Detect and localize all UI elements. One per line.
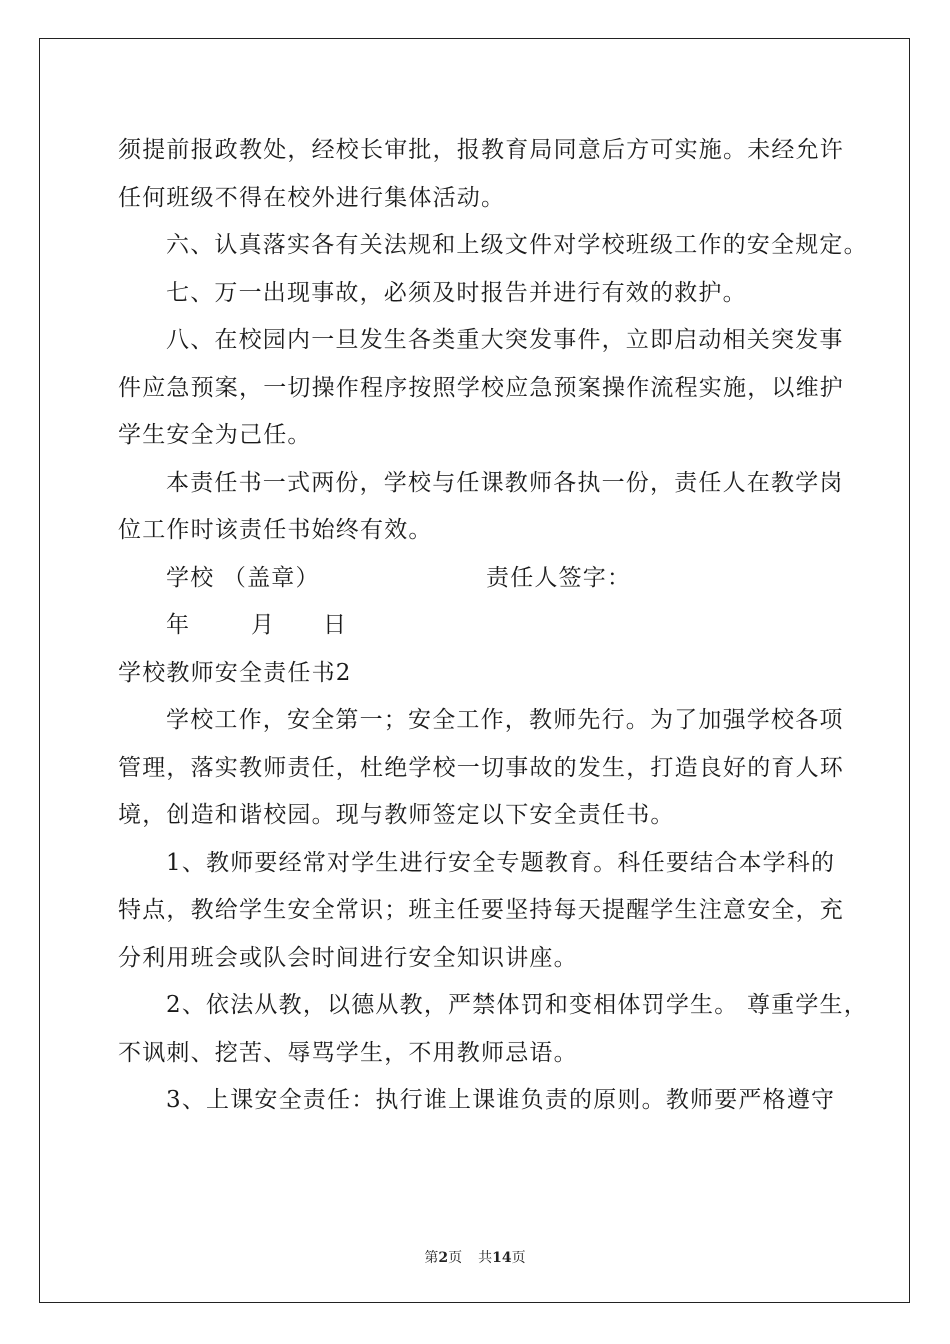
page-number: 2 — [438, 1250, 449, 1266]
total-pages: 14 — [492, 1250, 512, 1266]
date-month: 月 — [251, 612, 276, 638]
paragraph-line: 本责任书一式两份，学校与任课教师各执一份，责任人在教学岗 — [166, 469, 844, 496]
paragraph-line: 七、万一出现事故，必须及时报告并进行有效的救护。 — [166, 279, 747, 306]
paragraph-line: 任何班级不得在校外进行集体活动。 — [118, 184, 506, 211]
paragraph-line: 3、上课安全责任：执行谁上课谁负责的原则。教师要严格遵守 — [166, 1087, 836, 1113]
paragraph-line: 件应急预案，一切操作程序按照学校应急预案操作流程实施，以维护 — [118, 374, 844, 401]
total-prefix: 共 — [478, 1250, 493, 1266]
signer-label: 责任人签字： — [486, 564, 632, 591]
date-row — [118, 602, 848, 650]
document-body — [118, 127, 868, 1125]
paragraph-line: 不讽刺、挖苦、辱骂学生，不用教师忌语。 — [118, 1039, 578, 1066]
paragraph-line: 学校工作，安全第一；安全工作，教师先行。为了加强学校各项 — [166, 707, 844, 733]
page-footer — [0, 1247, 950, 1267]
paragraph-line: 1、教师要经常对学生进行安全专题教育。科任要结合本学科的 — [166, 849, 836, 876]
paragraph-line: 2、依法从教，以德从教，严禁体罚和变相体罚学生。 尊重学生， — [166, 992, 868, 1018]
page-suffix: 页 — [448, 1250, 463, 1266]
paragraph-line: 须提前报政教处，经校长审批，报教育局同意后方可实施。未经允许 — [118, 137, 844, 163]
date-year: 年 — [166, 612, 191, 638]
section-title: 学校教师安全责任书2 — [118, 659, 352, 686]
total-suffix: 页 — [511, 1250, 526, 1266]
page-prefix: 第 — [424, 1250, 439, 1266]
paragraph-line: 八、在校园内一旦发生各类重大突发事件，立即启动相关突发事 — [166, 327, 844, 353]
paragraph-line: 分利用班会或队会时间进行安全知识讲座。 — [118, 944, 578, 971]
signature-row — [118, 555, 848, 603]
paragraph-line: 境，创造和谐校园。现与教师签定以下安全责任书。 — [118, 802, 675, 828]
paragraph-line: 六、认真落实各有关法规和上级文件对学校班级工作的安全规定。 — [166, 232, 868, 258]
paragraph-line: 学生安全为己任。 — [118, 422, 312, 448]
date-day: 日 — [323, 612, 348, 638]
paragraph-line: 管理，落实教师责任，杜绝学校一切事故的发生，打造良好的育人环 — [118, 754, 844, 781]
paragraph-line: 特点，教给学生安全常识；班主任要坚持每天提醒学生注意安全，充 — [118, 897, 844, 923]
paragraph-line: 位工作时该责任书始终有效。 — [118, 517, 433, 543]
school-seal-label: 学校 （盖章） — [166, 564, 320, 591]
